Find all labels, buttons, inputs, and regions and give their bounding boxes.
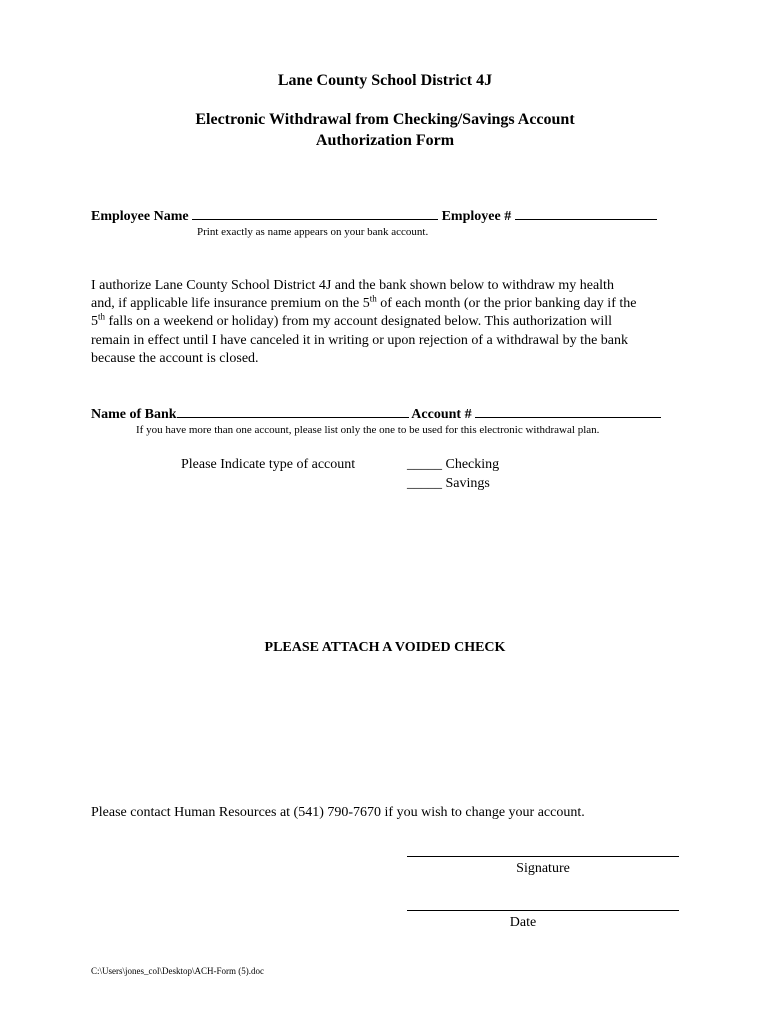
checking-option[interactable] bbox=[407, 457, 499, 473]
district-name: Lane County School District 4J bbox=[277, 72, 493, 89]
signature-label: Signature bbox=[516, 861, 570, 876]
signature-line[interactable] bbox=[407, 856, 679, 857]
footer-file-path: C:\Users\jones_col\Desktop\ACH-Form (5).doc bbox=[91, 966, 264, 976]
bank-hint: If you have more than one account, please list only the one to be used for this electronic withdrawal plan. bbox=[136, 424, 600, 436]
authorization-paragraph bbox=[91, 277, 691, 368]
employee-number-field[interactable] bbox=[515, 206, 657, 220]
account-number-label: Account # bbox=[411, 407, 472, 422]
checking-blank[interactable]: _____ bbox=[407, 457, 442, 472]
employee-name-row bbox=[91, 206, 657, 225]
authorization-line-3: 5th falls on a weekend or holiday) from my account designated below. This authorization will bbox=[91, 311, 612, 330]
bank-name-label: Name of Bank bbox=[91, 407, 177, 422]
checking-label: Checking bbox=[445, 457, 500, 472]
savings-blank[interactable]: _____ bbox=[407, 476, 442, 491]
bank-row bbox=[91, 404, 661, 423]
voided-check-notice: PLEASE ATTACH A VOIDED CHECK bbox=[264, 640, 506, 655]
account-number-field[interactable] bbox=[475, 404, 661, 418]
authorization-line-1: I authorize Lane County School District 4J and the bank shown below to withdraw my health bbox=[91, 278, 614, 293]
savings-option[interactable] bbox=[407, 476, 490, 492]
employee-name-field[interactable] bbox=[192, 206, 438, 220]
contact-text: Please contact Human Resources at (541) 790-7670 if you wish to change your account. bbox=[91, 805, 585, 820]
account-type-prompt: Please Indicate type of account bbox=[181, 457, 356, 472]
form-title: Electronic Withdrawal from Checking/Savings Account bbox=[195, 111, 575, 128]
employee-number-label: Employee # bbox=[441, 209, 512, 224]
savings-label: Savings bbox=[445, 476, 490, 491]
employee-name-label: Employee Name bbox=[91, 209, 189, 224]
date-label: Date bbox=[509, 915, 537, 930]
employee-name-hint: Print exactly as name appears on your bank account. bbox=[197, 226, 429, 238]
authorization-line-5: because the account is closed. bbox=[91, 350, 259, 366]
form-subtitle: Authorization Form bbox=[315, 132, 455, 149]
date-line[interactable] bbox=[407, 910, 679, 911]
authorization-line-2: and, if applicable life insurance premium on the 5th of each month (or the prior banking day if the bbox=[91, 293, 637, 312]
bank-name-field[interactable] bbox=[177, 404, 409, 418]
authorization-line-4: remain in effect until I have canceled it in writing or upon rejection of a withdrawal by the bank bbox=[91, 332, 628, 348]
